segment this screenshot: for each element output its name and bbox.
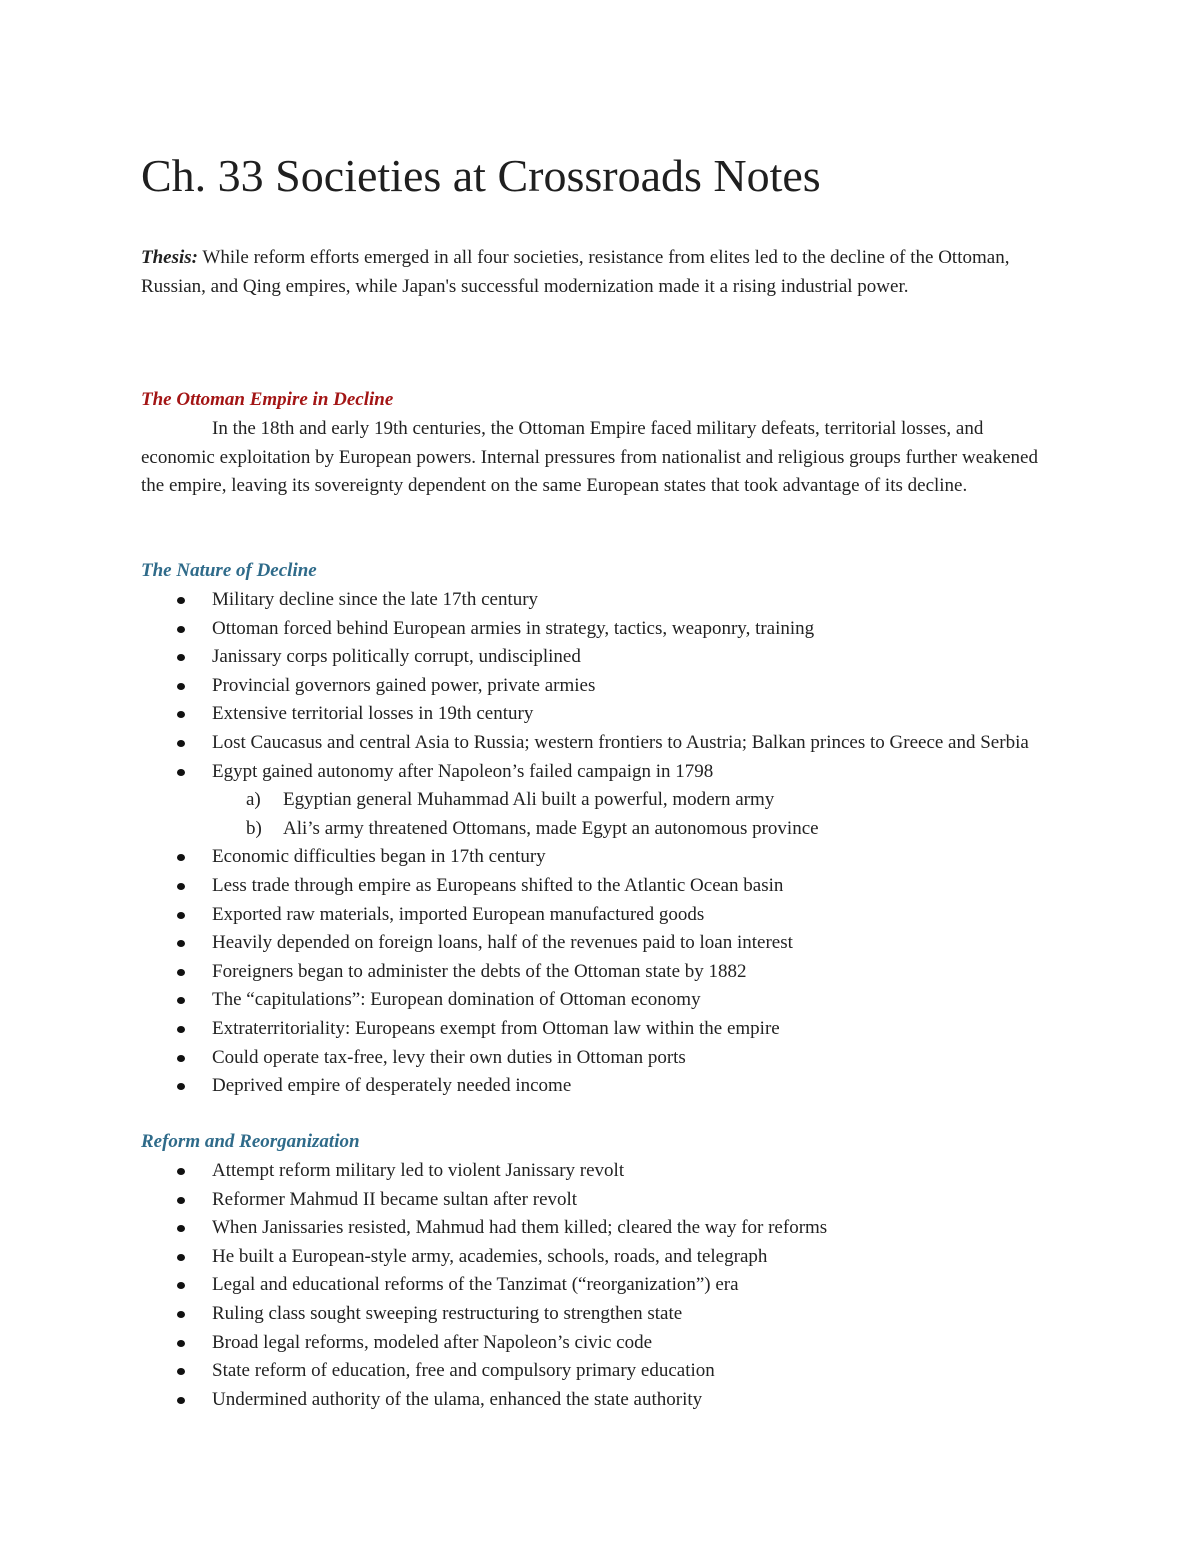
list-item <box>141 958 1061 987</box>
list-item-text: Undermined authority of the ulama, enhanced the state authority <box>212 1388 703 1410</box>
list-item-text: Broad legal reforms, modeled after Napoleon’s civic code <box>212 1331 652 1353</box>
list-item-text: Extensive territorial losses in 19th century <box>212 703 534 725</box>
bullet-icon <box>177 1168 185 1175</box>
list-item <box>141 1357 1061 1386</box>
list-item <box>141 1157 1061 1186</box>
list-item-text: Military decline since the late 17th century <box>212 589 539 610</box>
bullet-icon <box>177 1055 185 1062</box>
list-item <box>141 843 1061 872</box>
sub-list-marker: a) <box>246 789 261 811</box>
list-item <box>141 615 1061 644</box>
list-item <box>141 1044 1061 1073</box>
bullet-icon <box>177 969 185 976</box>
bullet-icon <box>177 854 185 861</box>
bullet-icon <box>177 912 185 919</box>
list-item-text: Extraterritoriality: Europeans exempt from Ottoman law within the empire <box>212 1017 780 1039</box>
list-item <box>141 1072 1061 1101</box>
list-item <box>141 729 1061 758</box>
sub-list-item <box>212 786 1061 815</box>
sub-list-item-text: Egyptian general Muhammad Ali built a powerful, modern army <box>283 789 775 811</box>
list-item <box>141 758 1061 844</box>
bullet-icon <box>177 883 185 890</box>
list-item <box>141 643 1061 672</box>
list-item-text: The “capitulations”: European domination of Ottoman economy <box>212 989 701 1011</box>
list-item <box>141 586 1061 615</box>
subheading-nature-of-decline: The Nature of Decline <box>141 560 317 581</box>
list-item-text: State reform of education, free and compulsory primary education <box>212 1360 715 1382</box>
bullet-icon <box>177 740 185 747</box>
list-item-text: Reformer Mahmud II became sultan after revolt <box>212 1188 578 1210</box>
list-item-text: Exported raw materials, imported European manufactured goods <box>212 903 705 925</box>
bullet-icon <box>177 1368 185 1375</box>
reform-bullet-list <box>141 1157 1061 1414</box>
bullet-icon <box>177 1083 185 1090</box>
list-item <box>141 872 1061 901</box>
section-heading: The Ottoman Empire in Decline <box>141 389 394 410</box>
list-item-text: Provincial governors gained power, private armies <box>212 674 596 696</box>
list-item-text: Ruling class sought sweeping restructuring to strengthen state <box>212 1302 683 1324</box>
bullet-icon <box>177 940 185 947</box>
sub-list <box>212 786 1061 843</box>
list-item-text: Egypt gained autonomy after Napoleon’s failed campaign in 1798 <box>212 760 714 782</box>
sub-list-item-text: Ali’s army threatened Ottomans, made Egypt an autonomous province <box>283 817 819 839</box>
bullet-icon <box>177 683 185 690</box>
sub-list-item <box>212 815 1061 844</box>
list-item <box>141 986 1061 1015</box>
bullet-icon <box>177 1197 185 1204</box>
list-item <box>141 700 1061 729</box>
bullet-icon <box>177 1282 185 1289</box>
list-item-text: Attempt reform military led to violent Janissary revolt <box>212 1160 625 1181</box>
page-title: Ch. 33 Societies at Crossroads Notes <box>141 150 821 201</box>
list-item-text: When Janissaries resisted, Mahmud had them killed; cleared the way for reforms <box>212 1217 828 1239</box>
bullet-icon <box>177 1311 185 1318</box>
list-item-text: Janissary corps politically corrupt, undisciplined <box>212 646 581 668</box>
list-item <box>141 1015 1061 1044</box>
list-item <box>141 1271 1061 1300</box>
decline-bullet-list <box>141 586 1061 1101</box>
bullet-icon <box>177 597 185 604</box>
list-item-text: Ottoman forced behind European armies in strategy, tactics, weaponry, training <box>212 617 815 639</box>
list-item-text: Deprived empire of desperately needed income <box>212 1075 572 1097</box>
thesis-label: Thesis: <box>141 247 198 268</box>
list-item <box>141 1214 1061 1243</box>
bullet-icon <box>177 1397 185 1404</box>
bullet-icon <box>177 1225 185 1232</box>
list-item <box>141 901 1061 930</box>
list-item-text: Less trade through empire as Europeans shifted to the Atlantic Ocean basin <box>212 874 784 896</box>
list-item-text: Legal and educational reforms of the Tanzimat (“reorganization”) era <box>212 1274 739 1296</box>
list-item <box>141 672 1061 701</box>
list-item-text: He built a European-style army, academies, schools, roads, and telegraph <box>212 1245 768 1267</box>
section-intro-paragraph: In the 18th and early 19th centuries, the Ottoman Empire faced military defeats, territorial losses, and economic exploitation by European powers. Internal pressures from nationalist and religious groups further weakened the empire, leaving its sovereignty dependent on the same European states that took advantage of its decline. <box>141 418 1038 497</box>
list-item <box>141 1386 1061 1415</box>
list-item-text: Heavily depended on foreign loans, half of the revenues paid to loan interest <box>212 932 793 954</box>
bullet-icon <box>177 711 185 718</box>
list-item-text: Economic difficulties began in 17th century <box>212 846 546 868</box>
bullet-icon <box>177 769 185 776</box>
list-item-text: Foreigners began to administer the debts of the Ottoman state by 1882 <box>212 960 747 982</box>
list-item <box>141 1243 1061 1272</box>
list-item-text: Could operate tax-free, levy their own duties in Ottoman ports <box>212 1046 686 1068</box>
thesis-paragraph <box>141 244 1061 301</box>
sub-list-marker: b) <box>246 817 262 839</box>
list-item <box>141 1300 1061 1329</box>
bullet-icon <box>177 1340 185 1347</box>
list-item-text: Lost Caucasus and central Asia to Russia; western frontiers to Austria; Balkan princes to Greece and Serbia <box>212 731 1029 753</box>
list-item <box>141 929 1061 958</box>
list-item <box>141 1329 1061 1358</box>
thesis-text: While reform efforts emerged in all four societies, resistance from elites led to the decline of the Ottoman, Russian, and Qing empires, while Japan's successful modernization made it a rising industrial power. <box>141 247 1010 297</box>
list-item <box>141 1186 1061 1215</box>
bullet-icon <box>177 626 185 633</box>
bullet-icon <box>177 997 185 1004</box>
bullet-icon <box>177 1026 185 1033</box>
bullet-icon <box>177 1254 185 1261</box>
subheading-reform-and-reorganization: Reform and Reorganization <box>141 1131 360 1152</box>
bullet-icon <box>177 654 185 661</box>
